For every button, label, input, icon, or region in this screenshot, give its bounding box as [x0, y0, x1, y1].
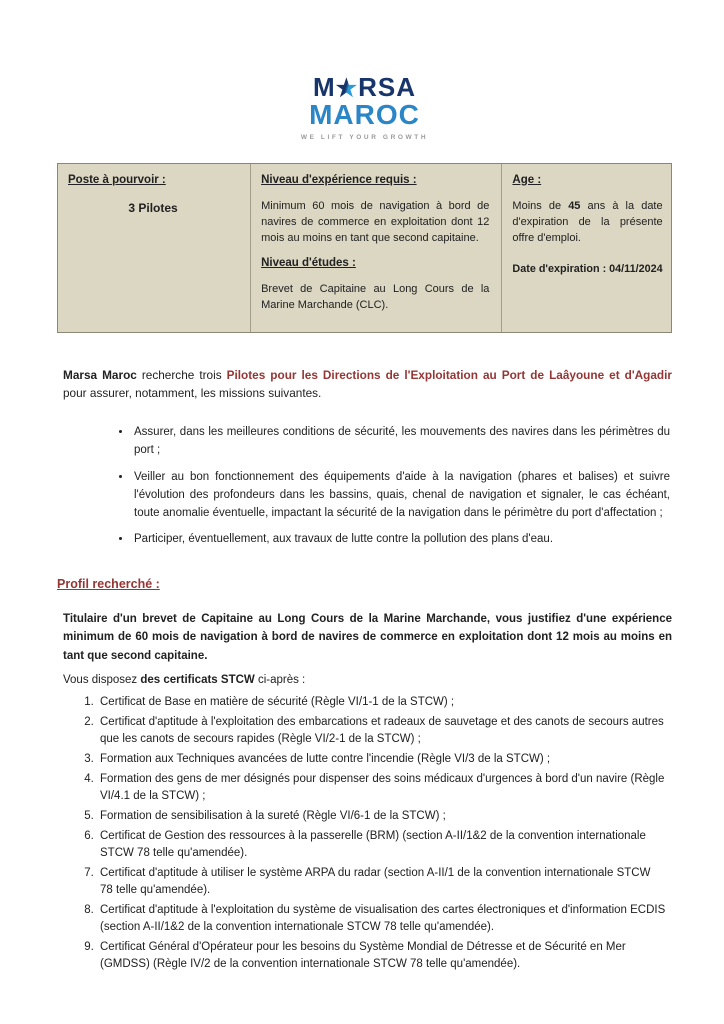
logo-letter-m: M	[312, 72, 336, 102]
intro-tail: pour assurer, notamment, les missions suivantes.	[63, 386, 322, 401]
experience-header: Niveau d'expérience requis :	[261, 173, 417, 186]
missions-list	[57, 424, 672, 549]
logo-tagline: WE LIFT YOUR GROWTH	[300, 133, 429, 141]
certificate-item: 4. Formation des gens de mer désignés pour dispenser des soins médicaux d'urgences à bord d'un navire (Règle VI/4.1 de la STCW) ;	[97, 771, 666, 806]
expiration-date: Date d'expiration : 04/11/2024	[512, 262, 663, 275]
logo-letters-rsa: RSA	[358, 72, 417, 102]
certificates-list	[57, 694, 672, 973]
intro-paragraph	[57, 366, 672, 403]
mission-item: • Veiller au bon fonctionnement des équipements d'aide à la navigation (phares et balises) et suivre l'évolution des profondeurs dans les bassins, quais, chenal de navigation et signaler, le cas échéant, toute anomalie éventuelle, impactant la sécurité de la navigation dans le périmètre du port d'affectation ;	[132, 469, 670, 522]
table-cell-age	[502, 164, 674, 332]
experience-text: Minimum 60 mois de navigation à bord de navires de commerce en exploitation dont 12 mois au moins en tant que second capitaine.	[261, 199, 490, 244]
poste-header: Poste à pourvoir :	[68, 173, 166, 186]
profile-summary: Titulaire d'un brevet de Capitaine au Long Cours de la Marine Marchande, vous justifiez d'une expérience minimum de 60 mois de navigation à bord de navires de commerce en exploitation dont 12 mois au moins en tant que second capitaine.	[63, 612, 672, 662]
age-header: Age :	[512, 173, 542, 186]
etudes-header: Niveau d'études :	[261, 256, 356, 269]
logo-word-marsa	[265, 72, 465, 102]
certificate-item: 7. Certificat d'aptitude à utiliser le système ARPA du radar (section A-II/1 de la convention internationale STCW 78 telle qu'amendée).	[97, 865, 666, 900]
mission-item: • Participer, éventuellement, aux travaux de lutte contre la pollution des plans d'eau.	[132, 531, 670, 549]
certificates-intro-line	[63, 672, 672, 689]
age-value: 45	[568, 199, 581, 212]
table-cell-poste	[58, 164, 251, 332]
certline-post: ci-après :	[254, 674, 306, 687]
certificate-item: 3. Formation aux Techniques avancées de lutte contre l'incendie (Règle VI/3 de la STCW) ;	[97, 751, 666, 768]
certificate-item: 2. Certificat d'aptitude à l'exploitation des embarcations et radeaux de sauvetage et des canots de secours autres que les canots de secours rapides (Règle VI/2-1 de la STCW) ;	[97, 714, 666, 749]
certline-bold: des certificats STCW	[140, 674, 255, 687]
marsa-maroc-logo	[265, 72, 465, 143]
certificate-item: 5. Formation de sensibilisation à la sureté (Règle VI/6-1 de la STCW) ;	[97, 808, 666, 825]
mission-item: • Assurer, dans les meilleures conditions de sécurité, les mouvements des navires dans les périmètres du port ;	[132, 424, 670, 460]
certline-pre: Vous disposez	[63, 674, 141, 687]
intro-mid: recherche trois	[136, 367, 227, 382]
etudes-text: Brevet de Capitaine au Long Cours de la Marine Marchande (CLC).	[261, 282, 490, 311]
certificate-item: 8. Certificat d'aptitude à l'exploitation du système de visualisation des cartes électroniques et d'information ECDIS (section A-II/1&2 de la convention internationale STCW 78 telle qu'amendée).	[97, 902, 666, 937]
certificate-item: 6. Certificat de Gestion des ressources à la passerelle (BRM) (section A-II/1&2 de la convention internationale STCW 78 telle qu'amendée).	[97, 828, 666, 863]
company-name: Marsa Maroc	[63, 367, 137, 382]
job-info-table	[57, 163, 672, 333]
table-cell-experience	[251, 164, 502, 332]
age-text-post: ans à la date d'expiration de la présente offre d'emploi.	[512, 199, 663, 244]
certificate-item: 1. Certificat de Base en matière de sécurité (Règle VI/1-1 de la STCW) ;	[97, 694, 666, 711]
profile-section-heading: Profil recherché :	[57, 577, 160, 592]
logo-word-maroc: MAROC	[309, 98, 420, 130]
position-title: Pilotes pour les Directions de l'Exploitation au Port de Laâyoune et d'Agadir	[226, 367, 673, 382]
poste-value: 3 Pilotes	[128, 200, 178, 215]
star-icon: ★	[335, 75, 359, 102]
age-text	[512, 199, 662, 247]
age-text-pre: Moins de	[512, 199, 569, 212]
certificate-item: 9. Certificat Général d'Opérateur pour les besoins du Système Mondial de Détresse et de Sécurité en Mer (GMDSS) (Règle IV/2 de la convention internationale STCW 78 telle qu'amendée).	[97, 939, 666, 974]
